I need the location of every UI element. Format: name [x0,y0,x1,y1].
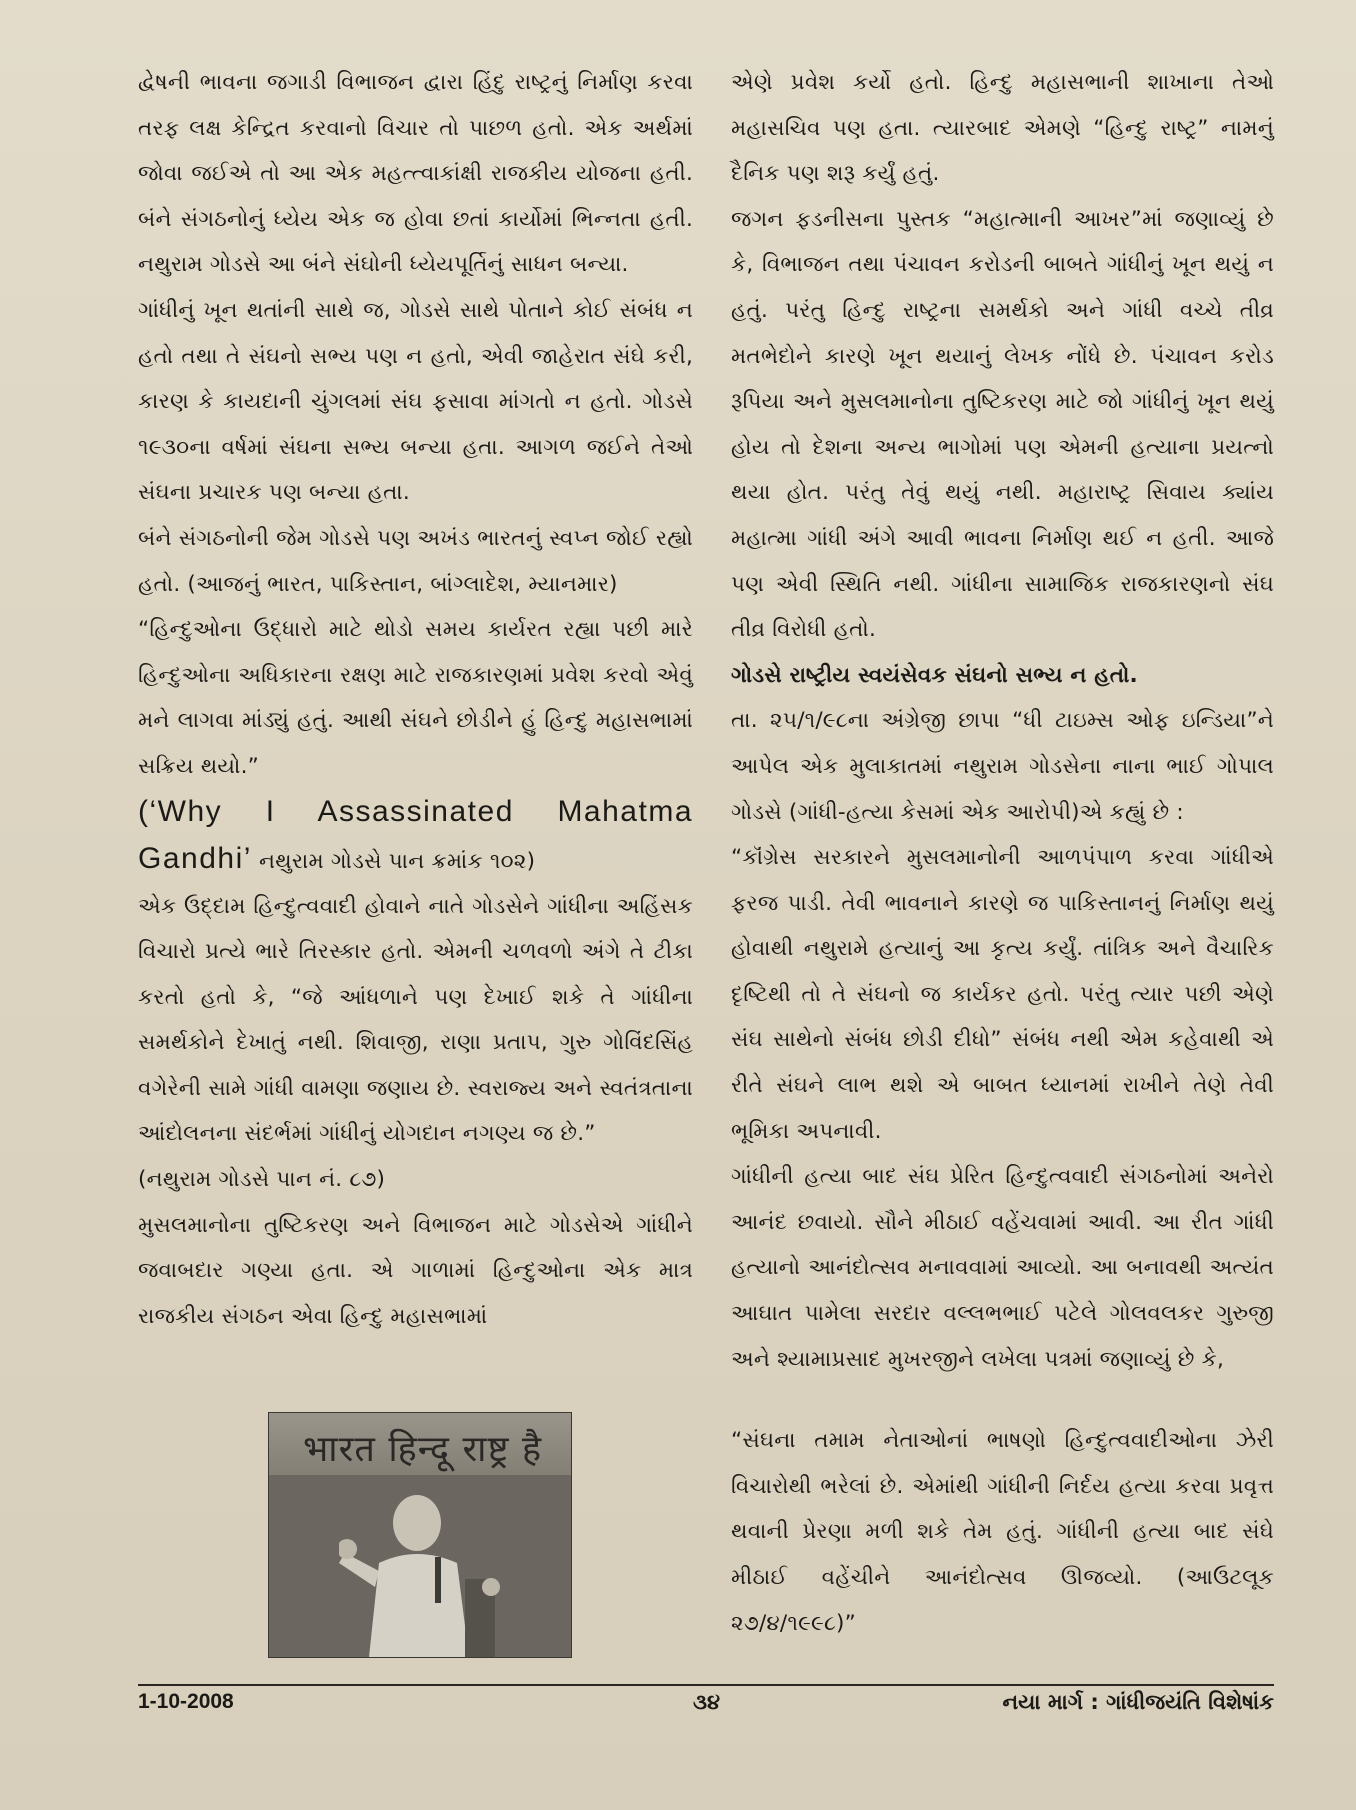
citation: (નથુરામ ગોડસે પાન નં. ૮૭) [138,1167,386,1193]
paragraph: જગન ફડનીસના પુસ્તક “મહાત્માની આખર”માં જણાવ્યું છે કે, વિભાજન તથા પંચાવન કરોડની બાબતે ગાંધીનું ખૂન થયું ન હતું. પરંતુ હિન્દુ રાષ્ટ્રના સમર્થકો અને ગાંધી વચ્ચે તીવ્ર મતભેદોને કારણે ખૂન થયાનું લેખક નોંધે છે. પંચાવન કરોડ રૂપિયા અને મુસલમાનોના તુષ્ટિકરણ માટે જો ગાંધીનું ખૂન થયું હોય તો દેશના અન્ય ભાગોમાં પણ એમની હત્યાના પ્રયત્નો થયા હોત. પરંતુ તેવું થયું નથી. મહારાષ્ટ્ર સિવાય ક્યાંય મહાત્મા ગાંધી અંગે આવી ભાવના નિર્માણ થઈ ન હતી. આજે પણ એવી સ્થિતિ નથી. ગાંધીના સામાજિક રાજકારણનો સંઘ તીવ્ર વિરોધી હતો. [731,206,1274,643]
speaker-figure [339,1483,509,1657]
quote-paragraph: “સંઘના તમામ નેતાઓનાં ભાષણો હિન્દુત્વવાદીઓના ઝેરી વિચારોથી ભરેલાં છે. એમાંથી ગાંધીની નિર્દય હત્યા કરવા પ્રવૃત્ત થવાની પ્રેરણા મળી શકે તેમ હતું. ગાંધીની હત્યા બાદ સંઘે મીઠાઈ વહેંચીને આનંદોત્સવ ઊજવ્યો. (આઉટલૂક ૨૭/૪/૧૯૯૮)” [731,1428,1274,1636]
book-citation [138,790,693,884]
paragraph: એણે પ્રવેશ કર્યો હતો. હિન્દુ મહાસભાની શાખાના તેઓ મહાસચિવ પણ હતા. ત્યારબાદ એમણે “હિન્દુ રાષ્ટ્ર” નામનું દૈનિક પણ શરૂ કર્યું હતું. [731,70,1274,187]
left-column [138,60,693,1339]
paragraph: ગાંધીની હત્યા બાદ સંઘ પ્રેરિત હિન્દુત્વવાદી સંગઠનોમાં અનેરો આનંદ છવાયો. સૌને મીઠાઈ વહેંચવામાં આવી. આ રીત ગાંધી હત્યાનો આનંદોત્સવ મનાવવામાં આવ્યો. આ બનાવથી અત્યંત આઘાત પામેલા સરદાર વલ્લભભાઈ પટેલે ગોલવલકર ગુરુજી અને શ્યામાપ્રસાદ મુખરજીને લખેલા પત્રમાં જણાવ્યું છે કે, [731,1164,1274,1372]
book-citation-gujarati: નથુરામ ગોડસે પાન ક્રમાંક ૧૦૨) [258,848,536,874]
paragraph: બંને સંગઠનોની જેમ ગોડસે પણ અખંડ ભારતનું સ્વપ્ન જોઈ રહ્યો હતો. (આજનું ભારત, પાકિસ્તાન, બાંગ્લાદેશ, મ્યાનમાર) [138,525,693,597]
paragraph: મુસલમાનોના તુષ્ટિકરણ અને વિભાજન માટે ગોડસેએ ગાંધીને જવાબદાર ગણ્યા હતા. એ ગાળામાં હિન્દુઓના એક માત્ર રાજકીય સંગઠન એવા હિન્દુ મહાસભામાં [138,1212,693,1329]
publication-title: નયા માર્ગ : ગાંધીજયંતિ વિશેષાંક [1002,1690,1274,1714]
photo-banner [269,1413,571,1475]
photo-banner-text: भारत हिन्दू राष्ट्र है [303,1429,543,1470]
paragraph: એક ઉદ્દામ હિન્દુત્વવાદી હોવાને નાતે ગોડસેને ગાંધીના અહિંસક વિચારો પ્રત્યે ભારે તિરસ્કાર હતો. એમની ચળવળો અંગે તે ટીકા કરતો હતો કે, “જે આંધળાને પણ દેખાઈ શકે તે ગાંધીના સમર્થકોને દેખાતું નથી. શિવાજી, રાણા પ્રતાપ, ગુરુ ગોવિંદસિંહ વગેરેની સામે ગાંધી વામણા જણાય છે. સ્વરાજ્ય અને સ્વતંત્રતાના આંદોલનના સંદર્ભમાં ગાંધીનું યોગદાન નગણ્ય જ છે.” [138,893,693,1147]
quote-paragraph: “કૉંગ્રેસ સરકારને મુસલમાનોની આળપંપાળ કરવા ગાંધીએ ફરજ પાડી. તેવી ભાવનાને કારણે જ પાકિસ્તાનનું નિર્માણ થયું હોવાથી નથુરામે હત્યાનું આ કૃત્ય કર્યું. તાંત્રિક અને વૈચારિક દૃષ્ટિથી તો તે સંઘનો જ કાર્યકર હતો. પરંતુ ત્યાર પછી એણે સંઘ સાથેનો સંબંધ છોડી દીધો” સંબંધ નથી એમ કહેવાથી એ રીતે સંઘને લાભ થશે એ બાબત ધ્યાનમાં રાખીને તેણે તેવી ભૂમિકા અપનાવી. [731,845,1274,1144]
right-column [731,60,1274,1646]
paragraph: દ્વેષની ભાવના જગાડી વિભાજન દ્વારા હિંદુ રાષ્ટ્રનું નિર્માણ કરવા તરફ લક્ષ કેન્દ્રિત કરવાનો વિચાર તો પાછળ હતો. એક અર્થમાં જોવા જઈએ તો આ એક મહત્ત્વાકાંક્ષી રાજકીય યોજના હતી. બંને સંગઠનોનું ધ્યેય એક જ હોવા છતાં કાર્યોમાં ભિન્નતા હતી. નથુરામ ગોડસે આ બંને સંઘોની ધ્યેયપૂર્તિનું સાધન બન્યા. [138,70,693,278]
book-title-english: (‘Why I Assassinated Mahatma Gandhi’ [138,794,693,875]
footer-divider [138,1684,1274,1686]
photo-speaker-at-podium [268,1412,572,1658]
paragraph: તા. ૨૫/૧/૯૮ના અંગ્રેજી છાપા “ધી ટાઇમ્સ ઓફ ઇન્ડિયા”ને આપેલ એક મુલાકાતમાં નથુરામ ગોડસેના નાના ભાઈ ગોપાલ ગોડસે (ગાંધી-હત્યા કેસમાં એક આરોપી)એ કહ્યું છે : [731,708,1274,825]
section-heading: ગોડસે રાષ્ટ્રીય સ્વયંસેવક સંઘનો સભ્ય ન હતો. [731,662,1138,688]
footer-date: 1-10-2008 [138,1690,234,1713]
paragraph: ગાંધીનું ખૂન થતાંની સાથે જ, ગોડસે સાથે પોતાને કોઈ સંબંધ ન હતો તથા તે સંઘનો સભ્ય પણ ન હતો, એવી જાહેરાત સંઘે કરી, કારણ કે કાયદાની ચુંગલમાં સંઘ ફસાવા માંગતો ન હતો. ગોડસે ૧૯૩૦ના વર્ષમાં સંઘના સભ્ય બન્યા હતા. આગળ જઈને તેઓ સંઘના પ્રચારક પણ બન્યા હતા. [138,297,693,506]
page-number: ૩૪ [693,1690,721,1714]
spacer [731,1382,1274,1418]
quote-paragraph: “હિન્દુઓના ઉદ્ધારો માટે થોડો સમય કાર્યરત રહ્યા પછી મારે હિન્દુઓના અધિકારના રક્ષણ માટે રાજકારણમાં પ્રવેશ કરવો એવું મને લાગવા માંડ્યું હતું. આથી સંઘને છોડીને હું હિન્દુ મહાસભામાં સક્રિય થયો.” [138,617,693,779]
